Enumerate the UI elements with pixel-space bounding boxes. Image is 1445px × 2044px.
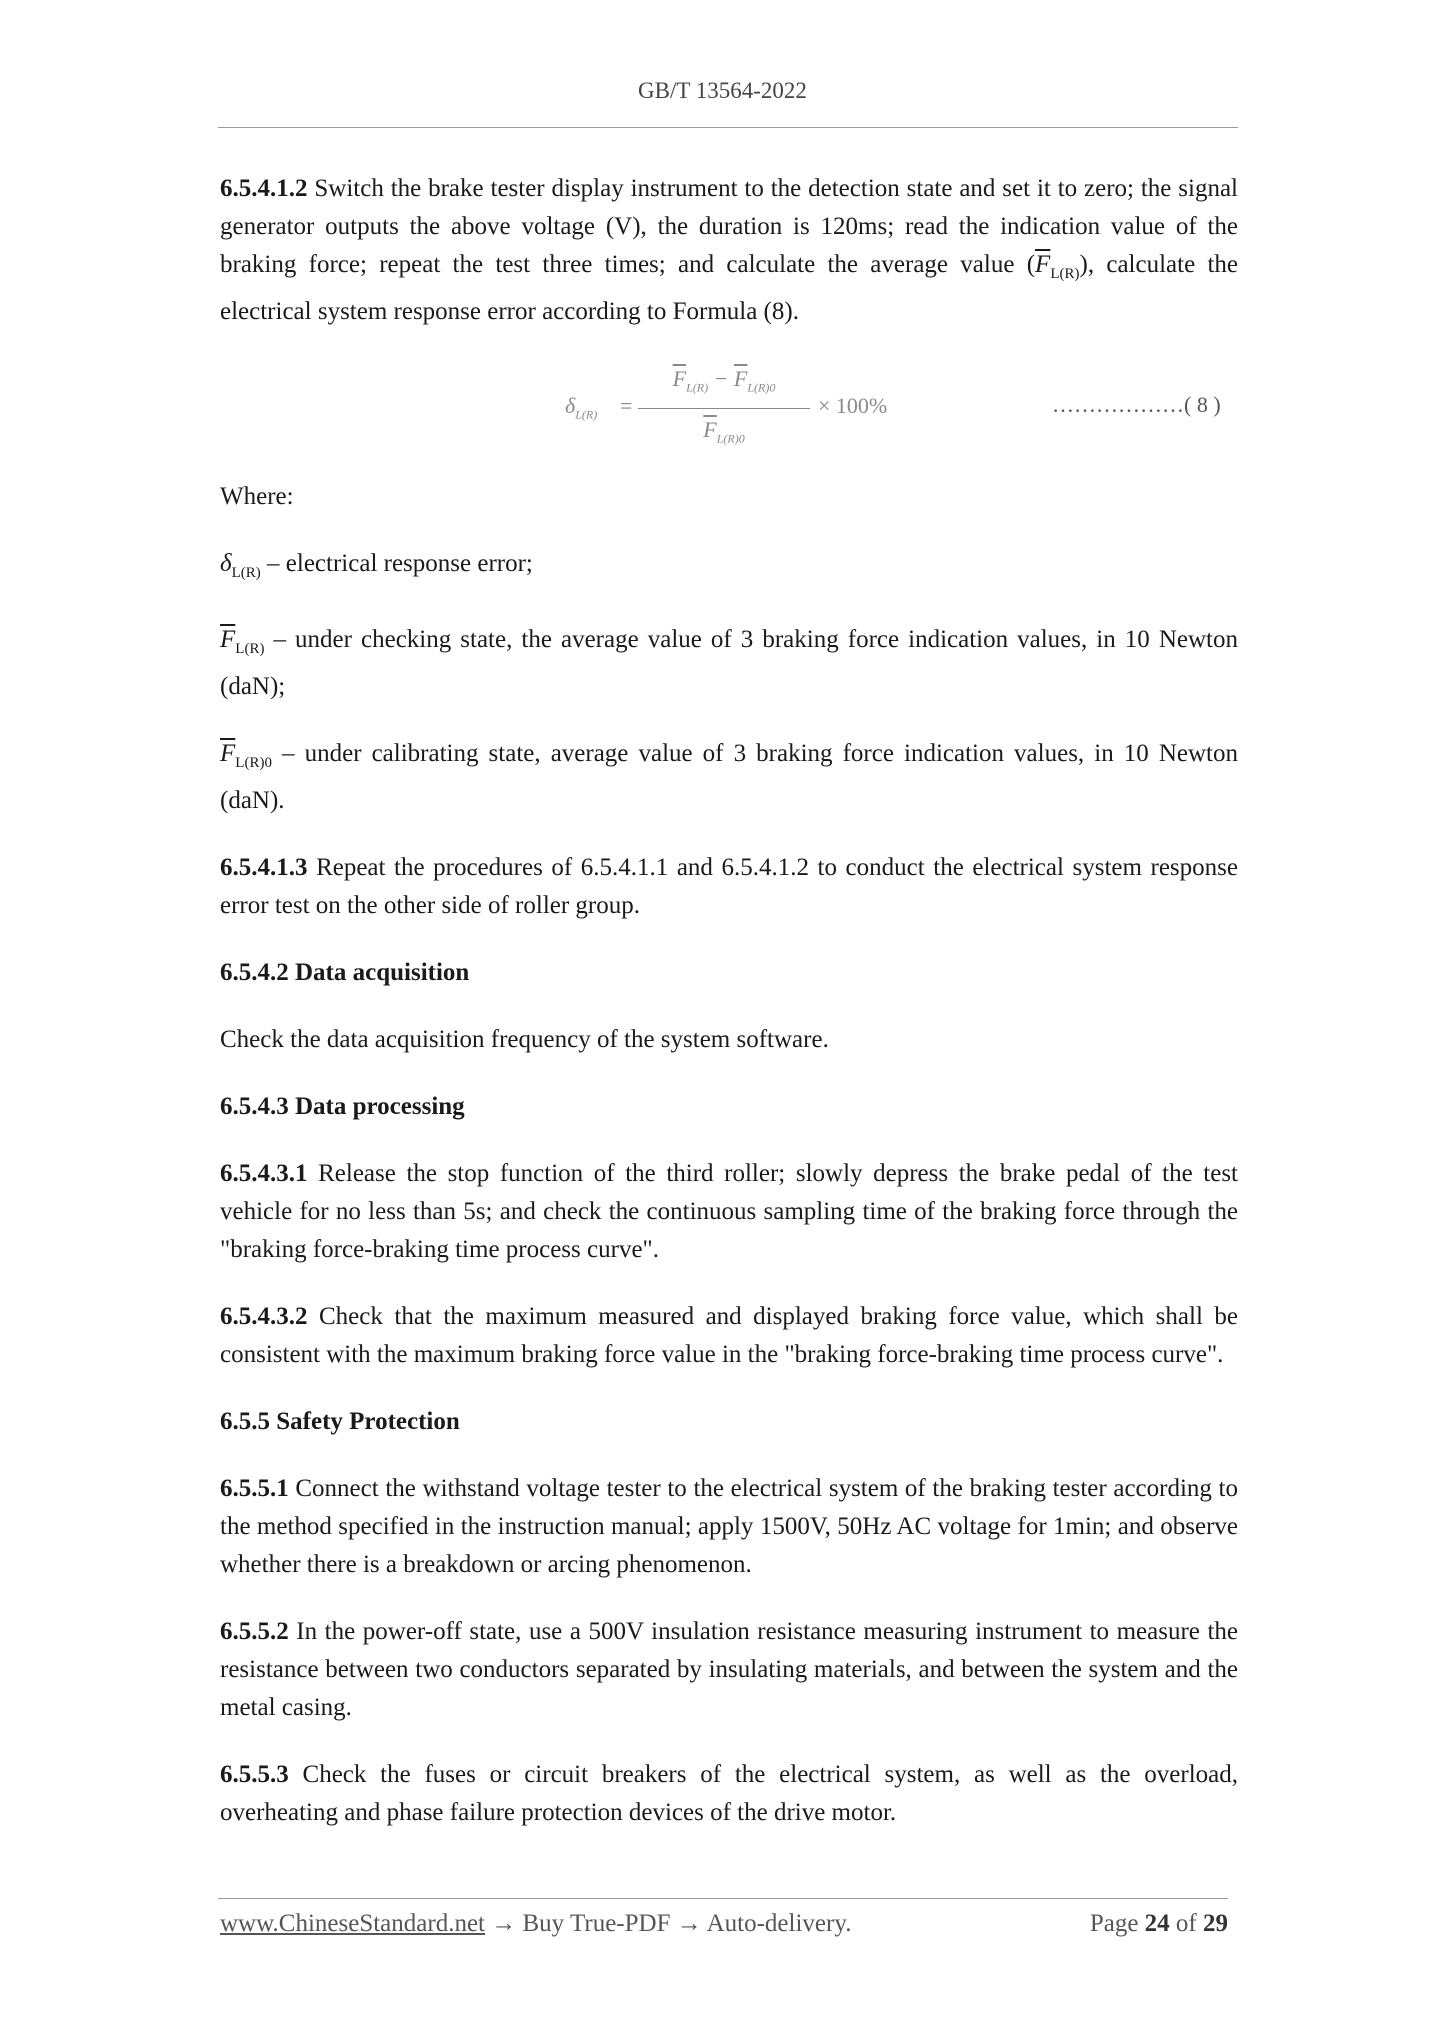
buy-text: Buy True-PDF bbox=[522, 1910, 671, 1937]
formula-8 bbox=[220, 360, 1238, 460]
definition-f-avg-0: $\overline{F}_{L(R)0}$ – under calibrating state, average value of 3 braking force indication values, in 10 Newton (daN). bbox=[220, 740, 1238, 814]
f-avg-symbol: $\overline{F}_{L(R)}$ bbox=[220, 626, 265, 657]
paragraph-6-5-5-3: 6.5.5.3 Check the fuses or circuit breakers of the electrical system, as well as the overload, overheating and phase failure protection devices of the drive motor. bbox=[220, 1761, 1238, 1826]
clause-number: 6.5.4.1.2 bbox=[220, 175, 308, 202]
formula-denominator: $\overline{F}_{L(R)0}$ bbox=[703, 417, 745, 446]
fraction-bar bbox=[638, 408, 810, 409]
heading-6-5-5: 6.5.5 Safety Protection bbox=[220, 1408, 460, 1435]
clause-number: 6.5.4.1.3 bbox=[220, 854, 308, 881]
clause-number: 6.5.5.3 bbox=[220, 1761, 289, 1788]
clause-number: 6.5.4.3.2 bbox=[220, 1303, 308, 1330]
f-avg-0-symbol: $\overline{F}_{L(R)0}$ bbox=[220, 740, 272, 771]
heading-6-5-4-2: 6.5.4.2 Data acquisition bbox=[220, 959, 470, 986]
page-total: 29 bbox=[1203, 1910, 1228, 1937]
clause-text-continued: ), calculate the electrical system response error according to Formula (8). bbox=[220, 251, 1238, 325]
paragraph-6-5-4-1-3: 6.5.4.1.3 Repeat the procedures of 6.5.4.1.1 and 6.5.4.1.2 to conduct the electrical system response error test on the other side of roller group. bbox=[220, 854, 1238, 919]
average-force-symbol: $\overline{F}_{L(R)}$ bbox=[1035, 251, 1080, 282]
clause-number: 6.5.4.3.1 bbox=[220, 1160, 308, 1187]
formula-number-label: ………………( 8 ) bbox=[1052, 392, 1221, 417]
paragraph-6-5-4-3-1: 6.5.4.3.1 Release the stop function of the third roller; slowly depress the brake pedal of the test vehicle for no less than 5s; and check the continuous sampling time of the braking force through the "braking force-braking time process curve". bbox=[220, 1160, 1238, 1263]
paragraph-6-5-5-2: 6.5.5.2 In the power-off state, use a 500V insulation resistance measuring instrument to measure the resistance between two conductors separated by insulating materials, and between the system and the metal casing. bbox=[220, 1618, 1238, 1721]
clause-text: Switch the brake tester display instrument to the detection state and set it to zero; the signal generator outputs the above voltage (V), the duration is 120ms; read the indication value of the braking force; repeat the test three times; and calculate the average value ( bbox=[220, 175, 1238, 278]
where-label: Where: bbox=[220, 483, 294, 510]
chinese-standard-link[interactable]: www.ChineseStandard.net bbox=[220, 1910, 485, 1937]
paragraph-6-5-4-1-2 bbox=[220, 170, 1238, 331]
formula-lhs: $\delta_{L(R)}$ bbox=[565, 393, 598, 422]
formula-fraction bbox=[638, 360, 810, 458]
formula-equals: = bbox=[620, 393, 633, 418]
paragraph-6-5-4-3-2: 6.5.4.3.2 Check that the maximum measured and displayed braking force value, which shall be consistent with the maximum braking force value in the "braking force-braking time process curve". bbox=[220, 1303, 1238, 1368]
heading-6-5-4-3: 6.5.4.3 Data processing bbox=[220, 1093, 465, 1120]
paragraph-data-acquisition: Check the data acquisition frequency of the system software. bbox=[220, 1026, 829, 1053]
document-body bbox=[220, 170, 1238, 1861]
formula-times-percent: × 100% bbox=[818, 393, 888, 418]
arrow-icon: → bbox=[670, 1910, 707, 1937]
paragraph-6-5-5-1: 6.5.5.1 Connect the withstand voltage tester to the electrical system of the braking tester according to the method specified in the instruction manual; apply 1500V, 50Hz AC voltage for 1min; and observe whether there is a breakdown or arcing phenomenon. bbox=[220, 1475, 1238, 1578]
footer-divider bbox=[218, 1898, 1228, 1899]
definition-f-avg: $\overline{F}_{L(R)}$ – under checking state, the average value of 3 braking force indication values, in 10 Newton (daN); bbox=[220, 626, 1238, 700]
footer-left bbox=[220, 1910, 851, 1938]
page-footer bbox=[220, 1910, 1228, 1938]
clause-number: 6.5.5.1 bbox=[220, 1475, 289, 1502]
definition-delta: $\delta_{L(R)}$ – electrical response error; bbox=[220, 550, 533, 581]
document-header: GB/T 13564-2022 bbox=[638, 78, 807, 103]
formula-numerator: $\overline{F}_{L(R)} - \overline{F}_{L(R)0}$ bbox=[672, 366, 776, 395]
page-indicator: Page 24 of 29 bbox=[1089, 1910, 1228, 1937]
arrow-icon: → bbox=[485, 1910, 523, 1937]
auto-delivery-text: Auto-delivery. bbox=[706, 1910, 852, 1937]
clause-number: 6.5.5.2 bbox=[220, 1618, 289, 1645]
header-divider bbox=[218, 127, 1238, 128]
page-number: 24 bbox=[1144, 1910, 1170, 1937]
delta-symbol: $\delta_{L(R)}$ bbox=[220, 550, 261, 581]
